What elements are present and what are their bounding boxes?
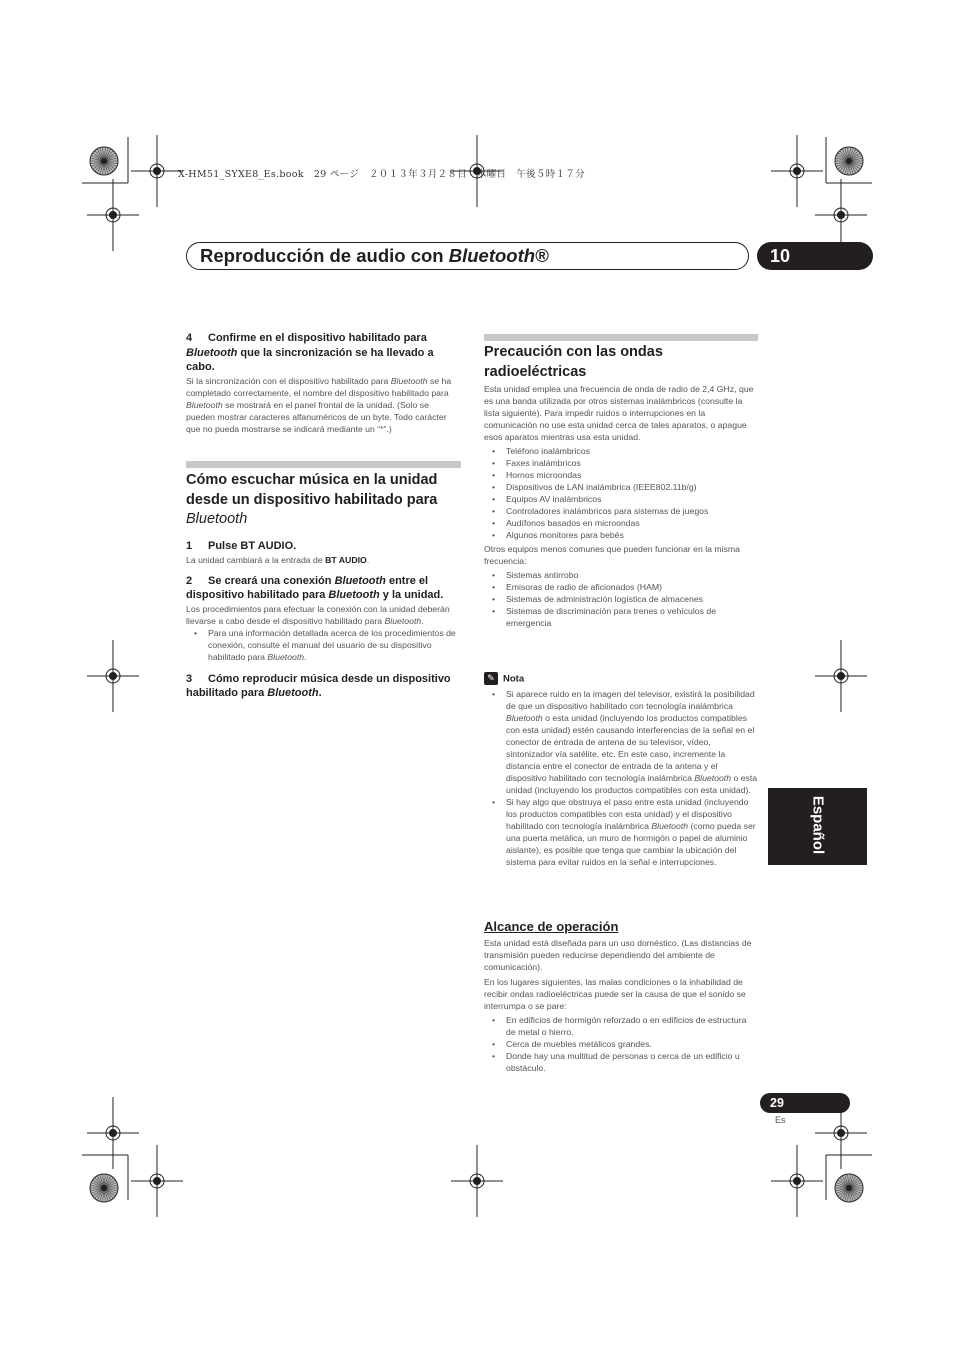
body-text: o esta unidad (incluyendo los productos compatibles con esta unidad) estén causando interferencias de la señal en el conector de entrada de antena de su televisor, vídeo, sintonizador vía satélite, etc. En este caso, incremente la distancia entre el conector de entrada de la antena y el dispositivo habilitado con tecnología inalámbrica xyxy=(506,713,755,783)
body-text: o esta unidad (incluyendo los productos compatibles con esta unidad). xyxy=(506,773,758,795)
body-italic: Bluetooth xyxy=(651,821,689,831)
range-list xyxy=(484,1014,758,1074)
left-steps xyxy=(186,539,460,701)
language-tab-label: Español xyxy=(809,795,827,855)
section-divider xyxy=(186,461,461,468)
body-text: Si aparece ruido en la imagen del televisor, existirá la posibilidad de que un dispositivo habilitado con tecnología inalámbrica xyxy=(506,689,755,711)
page-language: Es xyxy=(775,1115,786,1125)
section-title xyxy=(186,471,456,530)
body-text: Si la sincronización con el dispositivo habilitado para xyxy=(186,375,391,386)
nota-heading xyxy=(484,670,524,688)
crosshair-registration-icon xyxy=(87,640,139,712)
list-item: • Dispositivos de LAN inalámbrica (IEEE802.11b/g) xyxy=(484,481,758,493)
step-italic: Bluetooth xyxy=(267,687,319,699)
list-item: • Hornos microondas xyxy=(484,469,758,481)
others-intro: Otros equipos menos comunes que pueden funcionar en la misma frecuencia: xyxy=(484,543,740,566)
crosshair-registration-icon xyxy=(87,1097,139,1169)
body-text: . xyxy=(421,615,424,626)
step-text: . xyxy=(318,687,322,699)
step-number: 2 xyxy=(186,574,193,587)
body-italic: Bluetooth xyxy=(694,773,732,783)
body-text: (como pueda ser una puerta metálica, un muro de hormigón o papel de aluminio aislante), es posible que tenga que cambiar la ubicación del sistema para evitar ruidos en la señal e interrupciones. xyxy=(506,821,756,867)
list-item: • Equipos AV inalámbricos xyxy=(484,493,758,505)
list-item: • Controladores inalámbricos para sistemas de juegos xyxy=(484,505,758,517)
list-item: • Teléfono inalámbricos xyxy=(484,445,758,457)
step-text: que la sincronización se ha llevado a cabo. xyxy=(186,346,434,373)
nota-label: Nota xyxy=(503,673,525,685)
radio-intro: Esta unidad emplea una frecuencia de onda de radio de 2,4 GHz, que es una banda utilizada por otros sistemas inalámbricos (consulte la lista siguiente). Para impedir ruidos o interrupciones en la comunicación no use esta unidad cerca de tales aparatos, o apague esos aparatos mientras usa esta unidad. xyxy=(484,384,754,442)
step-2-body xyxy=(186,603,460,627)
list-item: • Donde hay una multitud de personas o cerca de un edificio u obstáculo. xyxy=(484,1050,758,1074)
color-rosette-icon xyxy=(835,1174,863,1202)
page-number: 29 xyxy=(770,1096,784,1110)
page-title-text: Reproducción de audio con xyxy=(200,245,449,266)
body-italic: Bluetooth xyxy=(384,615,422,626)
step-number: 4 xyxy=(186,332,193,344)
list-item: • Sistemas de administración logística de almacenes xyxy=(484,593,758,605)
step-number: 3 xyxy=(186,672,193,685)
step-4-heading xyxy=(186,331,460,375)
body-italic: Bluetooth xyxy=(390,375,428,386)
page-title-italic: Bluetooth® xyxy=(448,245,549,266)
crosshair-registration-icon xyxy=(451,1145,503,1217)
body-text: La unidad cambiará a la entrada de xyxy=(186,554,326,565)
body-text: Para una información detallada acerca de los procedimientos de conexión, consulte el manual del usuario de su dispositivo habilitado para xyxy=(208,627,456,662)
list-item: • Emisoras de radio de aficionados (HAM) xyxy=(484,581,758,593)
step-text: Confirme en el dispositivo habilitado para xyxy=(208,332,427,344)
list-item: • Sistemas antirrobo xyxy=(484,569,758,581)
crosshair-registration-icon xyxy=(815,640,867,712)
page-title xyxy=(200,244,549,268)
color-rosette-icon xyxy=(90,1174,118,1202)
pencil-note-icon: ✎ xyxy=(484,672,498,685)
section-title-text: Cómo escuchar música en la unidad desde un dispositivo habilitado para xyxy=(186,472,438,508)
step-text: Se creará una conexión xyxy=(208,574,335,587)
section-divider xyxy=(484,334,758,341)
step-text: Cómo reproducir música desde un dispositivo habilitado para xyxy=(186,672,451,699)
list-item: • Algunos monitores para bebés xyxy=(484,529,758,541)
others-list xyxy=(484,569,758,629)
body-text: se ha completado correctamente, el nombre del dispositivo habilitado para xyxy=(186,375,452,398)
step-number: 1 xyxy=(186,540,193,552)
list-item xyxy=(186,627,460,663)
body-text: se mostrará en el panel frontal de la unidad. (Solo se pueden mostrar caracteres alfanuméricos de un byte. Todo carácter que no pueda mostrarse se indicará mediante un “*”.) xyxy=(186,399,447,434)
step-1-body xyxy=(186,554,460,566)
book-file-line: X-HM51_SYXE8_Es.book 29 ページ ２０１３年３月２８日 木曜日 午後５時１７分 xyxy=(178,169,585,180)
body-italic: Bluetooth xyxy=(267,651,305,662)
chapter-number: 10 xyxy=(770,246,791,266)
range-paragraph: Esta unidad está diseñada para un uso doméstico. (Las distancias de transmisión pueden reducirse dependiendo del ambiente de comunicación). xyxy=(484,938,752,972)
step-3-heading xyxy=(186,672,460,701)
step-4-body xyxy=(186,375,460,435)
step-italic: Bluetooth xyxy=(328,589,380,601)
section-title-radio: Precaución con las ondas radioeléctricas xyxy=(484,344,663,380)
crosshair-registration-icon xyxy=(131,135,183,207)
range-paragraph: En los lugares siguientes, las malas condiciones o la inhabilidad de recibir ondas radioeléctricas puede ser la causa de que el sonido se interrumpa o se pare: xyxy=(484,977,746,1011)
step-1-heading xyxy=(186,539,460,554)
crosshair-registration-icon xyxy=(87,179,139,251)
step-2-heading xyxy=(186,574,460,603)
right-column xyxy=(484,383,758,629)
body-bold: BT AUDIO xyxy=(325,554,367,565)
nota-list xyxy=(484,688,758,868)
step-text: Pulse BT AUDIO. xyxy=(208,540,297,552)
crosshair-registration-icon xyxy=(131,1145,183,1217)
color-rosette-icon xyxy=(835,147,863,175)
section-title-italic: Bluetooth xyxy=(186,511,248,527)
range-body xyxy=(484,937,758,1074)
step-italic: Bluetooth xyxy=(186,346,238,359)
range-title: Alcance de operación xyxy=(484,919,619,934)
body-text: Los procedimientos para efectuar la conexión con la unidad deberán llevarse a cabo desde el dispositivo habilitado para xyxy=(186,603,450,626)
list-item: • Faxes inalámbricos xyxy=(484,457,758,469)
body-italic: Bluetooth xyxy=(186,399,223,410)
step-text: entre el dispositivo habilitado para xyxy=(186,574,429,601)
crosshair-registration-icon xyxy=(815,179,867,251)
crosshair-registration-icon xyxy=(771,135,823,207)
list-item: • Cerca de muebles metálicos grandes. xyxy=(484,1038,758,1050)
step-italic: Bluetooth xyxy=(334,574,386,587)
list-item: • Sistemas de discriminación para trenes o vehículos de emergencia xyxy=(484,605,758,629)
body-text: Si hay algo que obstruya el paso entre esta unidad (incluyendo los productos compatibles con esta unidad) y el dispositivo habilitado con tecnología inalámbrica xyxy=(506,797,749,831)
nota-body xyxy=(484,688,758,868)
list-item xyxy=(484,796,758,868)
left-column xyxy=(186,331,460,435)
list-item: • En edificios de hormigón reforzado o en edificios de estructura de metal o hierro. xyxy=(484,1014,758,1038)
color-rosette-icon xyxy=(90,147,118,175)
step-2-bullets xyxy=(186,627,460,663)
body-italic: Bluetooth xyxy=(506,713,543,723)
body-text: . xyxy=(304,651,307,662)
device-list xyxy=(484,445,758,541)
step-text: y la unidad. xyxy=(379,589,444,601)
body-text: . xyxy=(366,554,370,565)
crosshair-registration-icon xyxy=(771,1145,823,1217)
list-item xyxy=(484,688,758,796)
list-item: • Audífonos basados en microondas xyxy=(484,517,758,529)
